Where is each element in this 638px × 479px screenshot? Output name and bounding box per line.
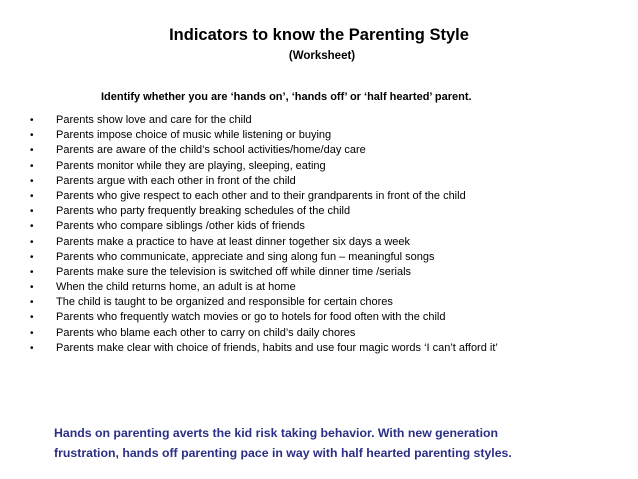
bullet-icon: • bbox=[30, 145, 34, 157]
list-item bbox=[30, 143, 498, 158]
list-item-text: Parents argue with each other in front of the child bbox=[56, 174, 296, 187]
list-item-text: Parents who party frequently breaking schedules of the child bbox=[56, 205, 351, 218]
bullet-icon: • bbox=[30, 251, 34, 263]
bullet-icon: • bbox=[30, 236, 34, 248]
list-item-text: Parents make a practice to have at least dinner together six days a week bbox=[56, 235, 411, 248]
bullet-icon: • bbox=[30, 312, 34, 324]
indicator-list bbox=[30, 113, 498, 356]
list-item bbox=[30, 159, 498, 174]
list-item bbox=[30, 235, 498, 250]
list-item bbox=[30, 219, 498, 234]
footer-line-1: Hands on parenting averts the kid risk taking behavior. With new generation bbox=[54, 426, 499, 440]
list-item bbox=[30, 128, 498, 143]
bullet-icon: • bbox=[30, 282, 34, 294]
list-item-text: Parents make clear with choice of friends, habits and use four magic words ‘I can’t afford it’ bbox=[56, 341, 498, 354]
list-item-text: Parents who blame each other to carry on child’s daily chores bbox=[56, 326, 356, 339]
list-item bbox=[30, 310, 498, 325]
bullet-icon: • bbox=[30, 160, 34, 172]
list-item bbox=[30, 113, 498, 128]
list-item-text: Parents make sure the television is switched off while dinner time /serials bbox=[56, 265, 412, 278]
list-item-text: Parents who frequently watch movies or go to hotels for food often with the child bbox=[56, 311, 446, 324]
list-item bbox=[30, 204, 498, 219]
list-item bbox=[30, 295, 498, 310]
list-item bbox=[30, 341, 498, 356]
list-item-text: Parents monitor while they are playing, sleeping, eating bbox=[56, 159, 326, 172]
list-item-text: When the child returns home, an adult is at home bbox=[56, 281, 296, 294]
list-item bbox=[30, 326, 498, 341]
list-item bbox=[30, 265, 498, 280]
bullet-icon: • bbox=[30, 327, 34, 339]
footer-line-2: frustration, hands off parenting pace in way with half hearted parenting styles. bbox=[54, 446, 512, 460]
list-item-text: Parents show love and care for the child bbox=[56, 114, 252, 126]
bullet-icon: • bbox=[30, 115, 34, 126]
bullet-icon: • bbox=[30, 175, 34, 187]
footer-note bbox=[54, 423, 614, 463]
bullet-icon: • bbox=[30, 297, 34, 309]
list-item bbox=[30, 189, 498, 204]
list-item-text: Parents impose choice of music while listening or buying bbox=[56, 129, 332, 142]
list-item bbox=[30, 250, 498, 265]
bullet-icon: • bbox=[30, 221, 34, 233]
list-item-text: Parents who give respect to each other and to their grandparents in front of the child bbox=[56, 189, 466, 202]
bullet-icon: • bbox=[30, 266, 34, 278]
bullet-icon: • bbox=[30, 342, 34, 354]
list-item-text: Parents who communicate, appreciate and sing along fun – meaningful songs bbox=[56, 250, 435, 263]
bullet-icon: • bbox=[30, 206, 34, 218]
list-item-text: Parents who compare siblings /other kids of friends bbox=[56, 220, 305, 233]
bullet-icon: • bbox=[30, 190, 34, 202]
list-item bbox=[30, 174, 498, 189]
list-item bbox=[30, 280, 498, 295]
worksheet-subtitle: (Worksheet) bbox=[288, 50, 356, 62]
instruction-text: Identify whether you are ‘hands on’, ‘hands off’ or ‘half hearted’ parent. bbox=[101, 91, 472, 103]
worksheet-title: Indicators to know the Parenting Style bbox=[169, 26, 469, 44]
list-item-text: The child is taught to be organized and responsible for certain chores bbox=[56, 296, 393, 309]
bullet-icon: • bbox=[30, 130, 34, 142]
list-item-text: Parents are aware of the child’s school activities/home/day care bbox=[56, 144, 366, 157]
